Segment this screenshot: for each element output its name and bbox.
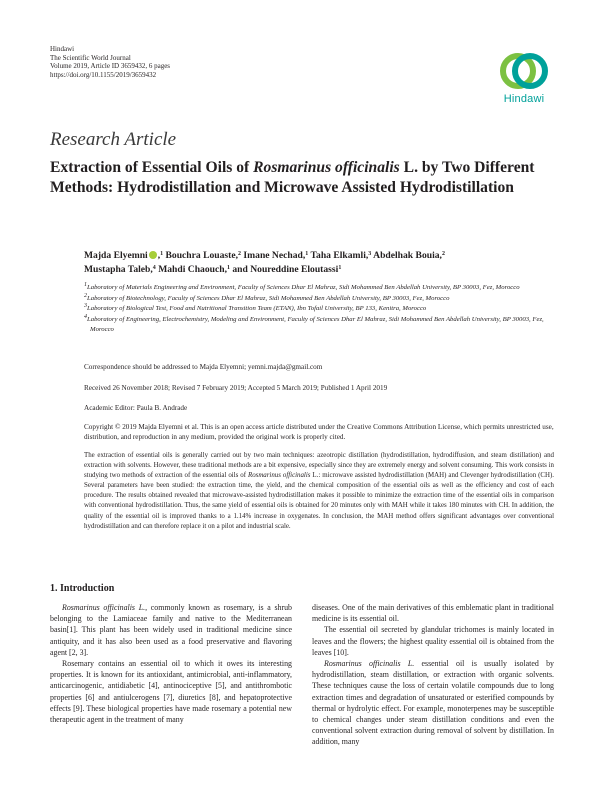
- right-column: [312, 602, 554, 748]
- paragraph: [50, 602, 292, 658]
- author-sup: 2: [238, 251, 242, 257]
- author-sup: 1: [226, 265, 230, 271]
- affiliation-text: Laboratory of Materials Engineering and Environment, Faculty of Sciences Dhar El Mahraz, Sidi Mohammed Ben Abdellah University, BP 30003, Fez, Morocco: [87, 284, 520, 291]
- affiliation-text: Laboratory of Biological Test, Food and Nutritional Transition Team (ETAN), Ibn Tofail University, BP 133, Kenitra, Morocco: [87, 305, 427, 312]
- article-title: [50, 158, 550, 197]
- correspondence: Correspondence should be addressed to Majda Elyemni; yemni.majda@gmail.com: [84, 363, 323, 371]
- abstract-text-1: The extraction of essential oils is generally carried out by two main techniques: azeotropic distillation (hydrodistillation, hydrodiffusion, and steam distillation) and extraction with solvents. However, these traditional methods are a bit expensive, especially since they are extremely energy and solvent consuming. This work consists in studying two methods of extraction of the essential oils of: [84, 452, 554, 480]
- title-part-1: Extraction of Essential Oils of: [50, 159, 254, 176]
- volume-line: Volume 2019, Article ID 3659432, 6 pages: [50, 62, 171, 71]
- abstract-species: Rosmarinus officinalis: [247, 472, 311, 480]
- affiliation-text: Laboratory of Biotechnology, Faculty of Sciences Dhar El Mahraz, Sidi Mohammed Ben Abdellah University, BP 30003, Fez, Morocco: [87, 294, 450, 302]
- affiliations: [84, 283, 554, 336]
- article-type: Research Article: [50, 129, 177, 150]
- dates: Received 26 November 2018; Revised 7 February 2019; Accepted 5 March 2019; Published 1 April 2019: [84, 384, 388, 392]
- doi-link[interactable]: https://doi.org/10.1155/2019/3659432: [50, 70, 157, 79]
- author[interactable]: Noureddine Eloutassi: [250, 264, 339, 275]
- species-name: Rosmarinus officinalis L.: [62, 603, 146, 612]
- author[interactable]: Bouchra Louaste: [165, 250, 236, 261]
- affiliation: [84, 283, 554, 294]
- species-name: Rosmarinus officinalis L.: [324, 659, 415, 669]
- section-heading: 1. Introduction: [50, 583, 115, 594]
- publisher-name: Hindawi: [50, 45, 75, 53]
- copyright: Copyright © 2019 Majda Elyemni et al. This is an open access article distributed under the Creative Commons Attribution License, which permits unrestricted use, distribution, and reproduction in any medium, provided the original work is properly cited.: [84, 423, 554, 441]
- affiliation: [84, 304, 554, 315]
- abstract-text-2: L.: microwave assisted hydrodistillation (MAH) and Clevenger hydrodistillation (CH). Several parameters have been studied: the extraction time, the yield, and the chemical composition of the essential oils as well as the efficiency and cost of each procedure. The results obtained revealed that microwave-assisted hydrodistillation makes it possible to minimize the extraction time of the essential oils in comparison with conventional hydrodistillation. Thus, the same yield of essential oils is obtained for 20 minutes only with MAH while it takes 180 minutes with CH. In addition, the quality of the essential oil is improved thanks to a 1.14% increase in oxygenates. In conclusion, the MAH method offers significant advantages over conventional hydrodistillation and can therefore replace it on a pilot and industrial scale.: [84, 472, 554, 530]
- author-list: Majda Elyemni ,$^1$ Bouchra Louaste,$^2$ Imane Nechad,$^1$ Taha Elkamli,$^3$ Abdelhak Bouia,$^2$ Mustapha Taleb,$^4$ Mahdi Chaouch,$^1$ and Noureddine Eloutassi$^1$: [84, 250, 445, 275]
- author-sup: 4: [152, 265, 156, 271]
- affiliation-num: 4: [84, 313, 87, 320]
- author-sup: 3: [368, 251, 372, 257]
- title-species: Rosmarinus officinalis: [253, 159, 400, 176]
- affiliation: [84, 294, 554, 305]
- paragraph: The essential oil secreted by glandular trichomes is mainly located in leaves and the flowers; the highest quality essential oil is obtained from the leaves [10].: [312, 625, 554, 657]
- paragraph-text: essential oil is usually isolated by hydrodistillation, steam distillation, or extraction with organic solvents. These techniques cause the loss of certain volatile compounds due to long extraction times and degradation of unsaturated or esterified compounds by thermal or hydrolytic effect. For example, monoterpenes may be susceptible to chemical changes under steam distillation conditions and even the conventional solvent extraction during removal of solvent by distillation. In addition, many: [312, 659, 555, 747]
- title-part-2: L. by Two Different Methods: Hydrodistillation and Microwave Assisted Hydrodistillation: [50, 159, 535, 196]
- logo-text: Hindawi: [503, 93, 545, 105]
- paragraph-text: , commonly known as rosemary, is a shrub belonging to the Lamiaceae family and native to the Mediterranean basin[1]. This plant has been widely used in traditional medicine since antiquity, and it has also been used as a food preservative and flavoring agent [2, 3].: [50, 603, 293, 657]
- author[interactable]: Imane Nechad: [243, 250, 303, 261]
- orcid-icon[interactable]: [149, 251, 157, 259]
- paragraph: diseases. One of the main derivatives of this emblematic plant in traditional medicine is its essential oil.: [312, 603, 554, 624]
- journal-info: [50, 45, 170, 79]
- left-column: [50, 602, 292, 725]
- affiliation-num: 2: [84, 292, 87, 299]
- author-sup: 2: [441, 251, 445, 257]
- academic-editor: Academic Editor: Paula B. Andrade: [84, 404, 188, 412]
- author-sup: 1: [305, 251, 309, 257]
- journal-name: The Scientific World Journal: [50, 53, 131, 62]
- abstract: [84, 451, 554, 532]
- author[interactable]: Majda Elyemni: [84, 250, 148, 261]
- affiliation-text: Laboratory of Engineering, Electrochemistry, Modeling and Environment, Faculty of Sciences Dhar El Mahraz, Sidi Mohammed Ben Abdellah University, BP 30003, Fez, Morocco: [87, 315, 544, 333]
- paragraph: Rosemary contains an essential oil to which it owes its interesting properties. It is known for its antioxidant, antimicrobial, anti-inflammatory, anticarcinogenic, antidiabetic [4], antinociceptive [5], and antithrombotic properties [6] and antiulcerogens [7], diuretics [8], and hepatoprotective effects [9]. These biological properties have made rosemary a potential new therapeutic agent in the treatment of many: [50, 659, 292, 725]
- author-sup: 1: [160, 251, 164, 257]
- affiliation-num: 3: [84, 303, 87, 309]
- author[interactable]: Mahdi Chaouch: [158, 264, 225, 275]
- paragraph: [312, 658, 554, 748]
- author[interactable]: Taha Elkamli: [310, 250, 366, 261]
- author-sup: 1: [338, 265, 342, 271]
- affiliation: [84, 315, 554, 336]
- author[interactable]: Mustapha Taleb: [84, 264, 151, 275]
- affiliation-num: 1: [84, 282, 87, 288]
- author[interactable]: Abdelhak Bouia: [373, 250, 440, 261]
